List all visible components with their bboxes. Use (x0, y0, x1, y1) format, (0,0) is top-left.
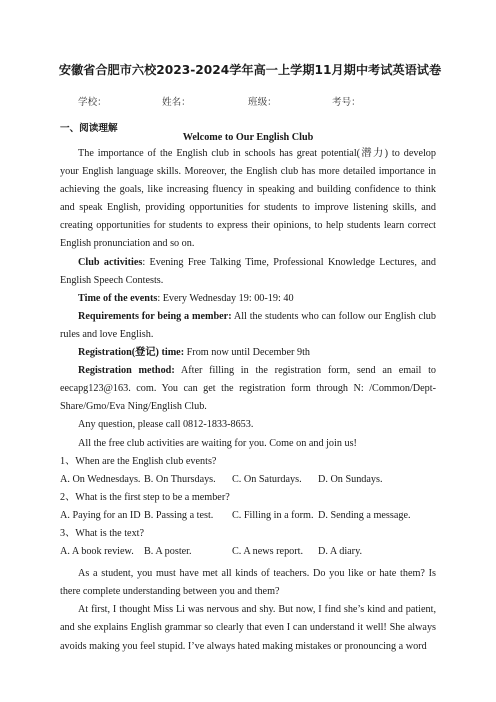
question-1-stem: 1、When are the English club events? (60, 455, 217, 467)
page-title: 安徽省合肥市六校2023-2024学年高一上学期11月期中考试英语试卷 (58, 63, 442, 77)
requirements-label: Requirements for being a member: (78, 310, 232, 322)
question-3-stem: 3、What is the text? (60, 527, 145, 539)
question-3-option-b: B. A poster. (144, 546, 192, 558)
club-activities-text: : Evening Free Talking Time, Professional Knowledge Lectures, and English Speech Contests. (60, 256, 436, 286)
question-1-option-a: A. On Wednesdays. (60, 473, 141, 485)
requirements-text: All the students who can follow our English club rules and love English. (60, 310, 436, 340)
club-activities (60, 254, 436, 290)
club-activities-label: Club activities (78, 256, 143, 268)
question-1-options (60, 471, 436, 489)
question-1-option-d: D. On Sundays. (318, 473, 383, 485)
question-2-option-b: B. Passing a test. (144, 509, 214, 521)
event-time-text: : Every Wednesday 19: 00-19: 40 (157, 292, 294, 304)
registration-time (60, 344, 436, 362)
registration-method-label: Registration method: (78, 365, 175, 377)
question-3-option-a: A. A book review. (60, 546, 134, 558)
question-2-option-a: A. Paying for an ID (60, 509, 141, 521)
name-label: 姓名： (162, 97, 191, 108)
passage-intro: The importance of the English club in schools has great potential(潜力) to develop your English language skills. Moreover, the English club has more detailed importance in achieving the goals, like increasing fluency in speaking and building confidence to think and speak English, providing opportunities for students to improve listening skills, and creating opportunities for students to express their opinions, to help students learn correct English pronunciation and so on. (60, 148, 436, 250)
question-1-option-b: B. On Thursdays. (144, 473, 216, 485)
question-1-option-c: C. On Saturdays. (232, 473, 302, 485)
class-label: 班级： (248, 97, 277, 108)
event-time-label: Time of the events (78, 292, 158, 304)
contact-line: Any question, please call 0812-1833-8653. (78, 419, 254, 431)
registration-time-text: From now until December 9th (184, 347, 310, 359)
event-time (60, 290, 436, 308)
question-3-options (60, 543, 436, 561)
section-heading: 一、阅读理解 (60, 123, 118, 134)
membership-requirements (60, 308, 436, 344)
passage-two-paragraph-1: As a student, you must have met all kinds of teachers. Do you like or hate them? Is there complete understanding between you and them? (60, 568, 436, 598)
question-3-option-d: D. A diary. (318, 546, 363, 558)
question-2-stem: 2、What is the first step to be a member? (60, 491, 230, 503)
closing-line: All the free club activities are waiting for you. Come on and join us! (78, 437, 357, 449)
exam-number-label: 考号： (332, 97, 361, 108)
registration-method-text: After filling in the registration form, send an email to eecapg123@163. com. You can get the registration form through N: /Common/Dept-Share/Gmo/Eva Ning/English Club. (60, 365, 436, 413)
passage-title: Welcome to Our English Club (182, 132, 314, 143)
question-2-options (60, 507, 436, 525)
registration-method (60, 362, 436, 416)
question-2-option-c: C. Filling in a form. (232, 509, 314, 521)
school-label: 学校： (78, 97, 107, 108)
question-2-option-d: D. Sending a message. (318, 509, 411, 521)
registration-time-label: Registration(登记) time: (78, 347, 185, 359)
question-3-option-c: C. A news report. (232, 546, 304, 558)
passage-one (60, 145, 436, 656)
passage-two-paragraph-2: At first, I thought Miss Li was nervous and shy. But now, I find she’s kind and patient, and she explains English grammar so clearly that even I can understand it well! She always avoids making you feel stupid. I’ve always hated making mistakes or pronouncing a word (60, 604, 436, 652)
